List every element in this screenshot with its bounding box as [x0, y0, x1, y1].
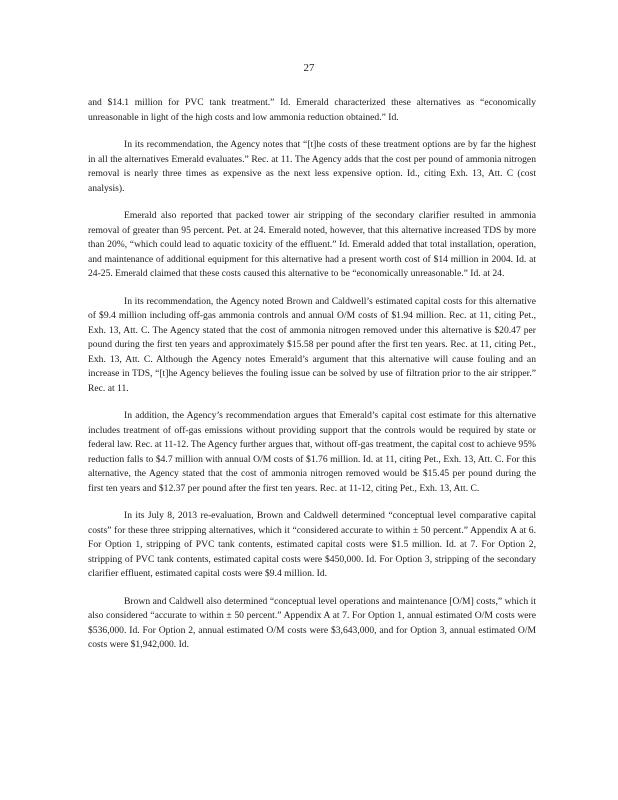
- paragraph-off-gas-treatment: In addition, the Agency’s recommendation argues that Emerald’s capital cost estimate for this alternative includes treatment of off-gas emissions without providing support that the controls would be required by state or federal law. Rec. at 11-12. The Agency further argues that, without off-gas treatment, the capital cost to achieve 95% reduction falls to $4.7 million with annual O/M costs of $1.76 million. Id. at 11, citing Pet., Exh. 13, Att. C. For this alternative, the Agency stated that the cost of ammonia nitrogen removed would be $15.45 per pound during the first ten years and $12.37 per pound after the first ten years. Rec. at 11-12, citing Pet., Exh. 13, Att. C.: [88, 410, 536, 494]
- document-body: [88, 96, 536, 666]
- page-number: 27: [303, 62, 315, 74]
- paragraph-re-evaluation-capital: In its July 8, 2013 re-evaluation, Brown and Caldwell determined “conceptual level comparative capital costs” for these three stripping alternatives, which it “considered accurate to within ± 50 percent.” Appendix A at 6. For Option 1, stripping of PVC tank contents, estimated capital costs were $1.5 million. Id. at 7. For Option 2, stripping of PVC tank contents, estimated capital costs were $450,000. Id. For Option 3, stripping of the secondary clarifier effluent, estimated capital costs were $9.4 million. Id.: [88, 510, 536, 579]
- paragraph-re-evaluation-om: Brown and Caldwell also determined “conceptual level operations and maintenance [O/M] costs,” which it also considered “accurate to within ± 50 percent.” Appendix A at 7. For Option 1, annual estimated O/M costs were $536,000. Id. For Option 2, annual estimated O/M costs were $3,643,000, and for Option 3, annual estimated O/M costs were $1,942,000. Id.: [88, 595, 536, 650]
- paragraph-agency-capital-costs: In its recommendation, the Agency noted Brown and Caldwell’s estimated capital costs for this alternative of $9.4 million including off-gas ammonia controls and annual O/M costs of $1.94 million. Rec. at 11, citing Pet., Exh. 13, Att. C. The Agency stated that the cost of ammonia nitrogen removed under this alternative is $20.47 per pound during the first ten years and approximately $15.58 per pound after the first ten years. Rec. at 11, citing Pet., Exh. 13, Att. C. Although the Agency notes Emerald’s argument that this alternative will cause fouling and an increase in TDS, “[t]he Agency believes the fouling issue can be solved by use of filtration prior to the air stripper.” Rec. at 11.: [88, 295, 536, 394]
- paragraph-agency-treatment-costs: In its recommendation, the Agency notes that “[t]he costs of these treatment options are by far the highest in all the alternatives Emerald evaluates.” Rec. at 11. The Agency adds that the cost per pound of ammonia nitrogen removal is nearly three times as expensive as the next less expensive option. Id., citing Exh. 13, Att. C (cost analysis).: [88, 139, 536, 194]
- paragraph-continuation: and $14.1 million for PVC tank treatment.” Id. Emerald characterized these alternatives as “economically unreasonable in light of the high costs and low ammonia reduction obtained.” Id.: [88, 97, 536, 123]
- paragraph-air-stripping: Emerald also reported that packed tower air stripping of the secondary clarifier resulted in ammonia removal of greater than 95 percent. Pet. at 24. Emerald noted, however, that this alternative increased TDS by more than 20%, “which could lead to aquatic toxicity of the effluent.” Id. Emerald added that total installation, operation, and maintenance of additional equipment for this alternative had a present worth cost of $14 million in 2004. Id. at 24-25. Emerald claimed that these costs caused this alternative to be “economically unreasonable.” Id. at 24.: [88, 210, 536, 279]
